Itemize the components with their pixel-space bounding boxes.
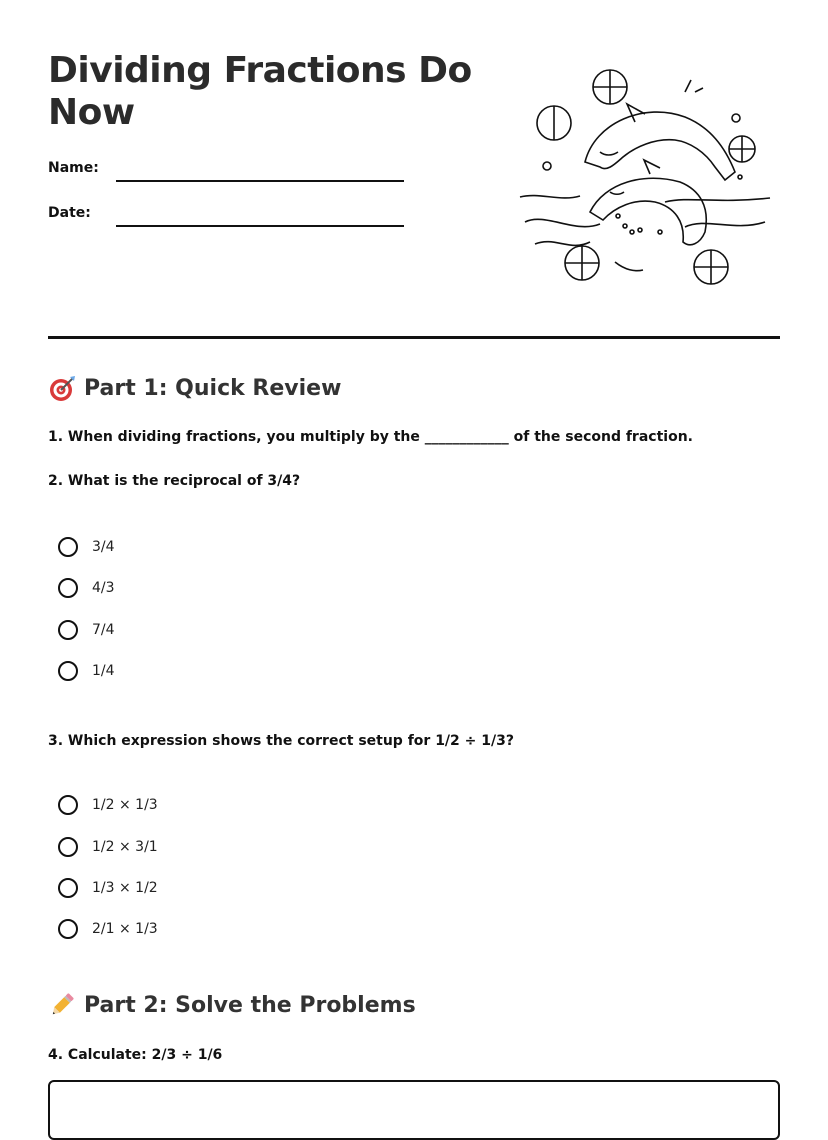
option-label: 4/3 <box>92 580 115 596</box>
fraction-circle-icon <box>593 70 627 104</box>
fraction-circle-icon <box>537 106 571 140</box>
header-divider <box>48 336 780 339</box>
fraction-circle-icon <box>565 246 599 280</box>
question-3: 3. Which expression shows the correct setup for 1/2 ÷ 1/3? <box>48 733 514 749</box>
section-title-text: Part 1: Quick Review <box>84 375 342 401</box>
q3-option[interactable] <box>58 919 158 939</box>
q3-option[interactable] <box>58 837 158 857</box>
date-field[interactable] <box>116 225 404 227</box>
radio-button[interactable] <box>58 878 78 898</box>
dolphins-illustration <box>515 62 775 292</box>
dart-target-icon <box>48 374 76 402</box>
radio-button[interactable] <box>58 578 78 598</box>
question-2: 2. What is the reciprocal of 3/4? <box>48 473 301 489</box>
section-title-text: Part 2: Solve the Problems <box>84 992 416 1018</box>
question-4: 4. Calculate: 2/3 ÷ 1/6 <box>48 1047 223 1063</box>
answer-box[interactable] <box>48 1080 780 1140</box>
name-label: Name: <box>48 160 99 176</box>
section-title-part2 <box>48 991 416 1019</box>
option-label: 7/4 <box>92 622 115 638</box>
option-label: 1/2 × 3/1 <box>92 839 158 855</box>
option-label: 1/3 × 1/2 <box>92 880 158 896</box>
radio-button[interactable] <box>58 537 78 557</box>
section-title-part1 <box>48 374 341 402</box>
question-1: 1. When dividing fractions, you multiply by the ____________ of the second fraction. <box>48 429 693 445</box>
radio-button[interactable] <box>58 661 78 681</box>
page-title: Dividing Fractions Do Now <box>48 50 472 133</box>
radio-button[interactable] <box>58 795 78 815</box>
radio-button[interactable] <box>58 837 78 857</box>
q2-option[interactable] <box>58 578 115 598</box>
q2-option[interactable] <box>58 620 115 640</box>
option-label: 1/4 <box>92 663 115 679</box>
q3-option[interactable] <box>58 795 158 815</box>
q3-option[interactable] <box>58 878 158 898</box>
date-label: Date: <box>48 205 91 221</box>
radio-button[interactable] <box>58 919 78 939</box>
q2-option[interactable] <box>58 661 115 681</box>
option-label: 1/2 × 1/3 <box>92 797 158 813</box>
radio-button[interactable] <box>58 620 78 640</box>
pencil-icon <box>48 991 76 1019</box>
option-label: 3/4 <box>92 539 115 555</box>
fraction-circle-icon <box>694 250 728 284</box>
option-label: 2/1 × 1/3 <box>92 921 158 937</box>
q2-option[interactable] <box>58 537 115 557</box>
fraction-circle-icon <box>729 136 755 162</box>
name-field[interactable] <box>116 180 404 182</box>
